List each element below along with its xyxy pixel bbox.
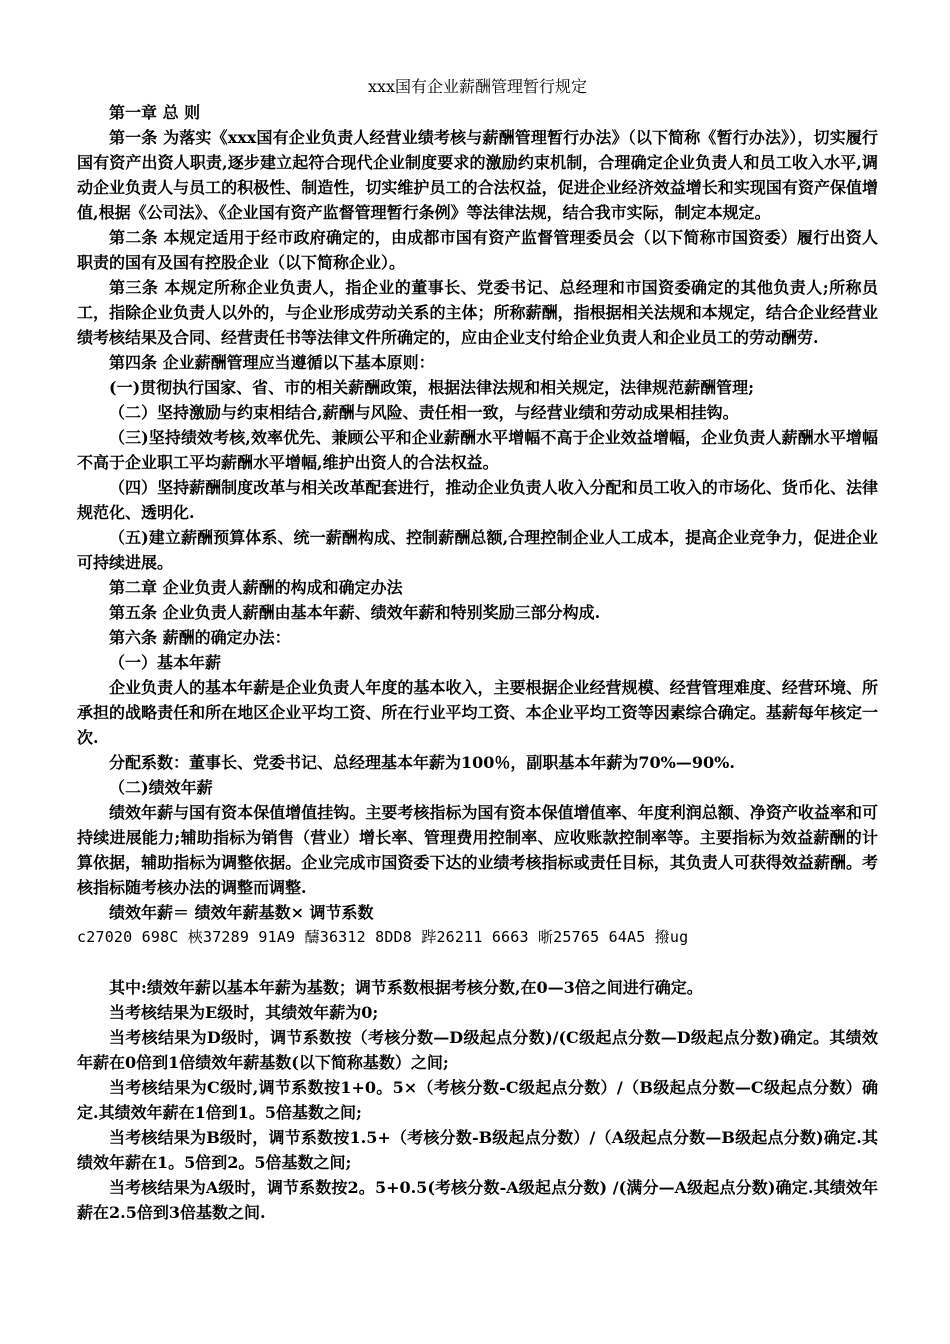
section-basic-salary: （一）基本年薪 (109, 653, 222, 672)
principle-4: （四）坚持薪酬制度改革与相关改革配套进行，推动企业负责人收入分配和员工收入的市场化、货币化、法律规范化、透明化. (77, 478, 878, 522)
chapter-heading-1: 第一章 总 则 (109, 103, 201, 122)
document-title: xxx国有企业薪酬管理暂行规定 (367, 77, 588, 96)
article-4: 第四条 企业薪酬管理应当遵循以下基本原则： (109, 353, 435, 372)
formula-note: 其中:绩效年薪以基本年薪为基数；调节系数根据考核分数,在0—3倍之间进行确定。 (109, 978, 703, 997)
principle-5: （五)建立薪酬预算体系、统一薪酬构成、控制薪酬总额,合理控制企业人工成本，提高企业竞争力，促进企业可持续进展。 (77, 528, 878, 572)
basic-salary-text: 企业负责人的基本年薪是企业负责人年度的基本收入，主要根据企业经营规模、经营管理难度、经营环境、所承担的战略责任和所在地区企业平均工资、所在行业平均工资、本企业平均工资等因素综合确定。基薪每年核定一次. (77, 678, 878, 747)
article-2: 第二条 本规定适用于经市政府确定的，由成都市国有资产监督管理委员会（以下简称市国资委）履行出资人职责的国有及国有控股企业（以下简称企业）。 (77, 228, 878, 272)
grade-e: 当考核结果为E级时，其绩效年薪为0; (109, 1003, 379, 1022)
performance-salary-text: 绩效年薪与国有资本保值增值挂钩。主要考核指标为国有资本保值增值率、年度利润总额、净资产收益率和可持续进展能力;辅助指标为销售（营业）增长率、管理费用控制率、应收账款控制率等。主要指标为效益薪酬的计算依据，辅助指标为调整依据。企业完成市国资委下达的业绩考核指标或责任目标，其负责人可获得效益薪酬。考核指标随考核办法的调整而调整. (77, 803, 878, 897)
principle-2: （二）坚持激励与约束相结合,薪酬与风险、责任相一致，与经营业绩和劳动成果相挂钩。 (109, 403, 739, 422)
article-1: 第一条 为落实《xxx国有企业负责人经营业绩考核与薪酬管理暂行办法》（以下简称《暂行办法》），切实履行国有资产出资人职责,逐步建立起符合现代企业制度要求的激励约束机制，合理确定企业负责人和员工收入水平,调动企业负责人与员工的积极性、制造性，切实维护员工的合法权益，促进企业经济效益增长和实现国有资产保值增值,根据《公司法》、《企业国有资产监督管理暂行条例》等法律法规，结合我市实际，制定本规定。 (77, 128, 878, 222)
chapter-heading-2: 第二章 企业负责人薪酬的构成和确定办法 (109, 578, 403, 597)
article-6: 第六条 薪酬的确定办法： (109, 628, 291, 647)
principle-1: (一)贯彻执行国家、省、市的相关薪酬政策，根据法律法规和相关规定，法律规范薪酬管理; (109, 378, 755, 397)
principle-3: （三)坚持绩效考核,效率优先、兼顾公平和企业薪酬水平增幅不高于企业效益增幅，企业负责人薪酬水平增幅不高于企业职工平均薪酬水平增幅,维护出资人的合法权益。 (77, 428, 878, 472)
article-3: 第三条 本规定所称企业负责人，指企业的董事长、党委书记、总经理和市国资委确定的其他负责人;所称员工，指除企业负责人以外的，与企业形成劳动关系的主体；所称薪酬，指根据相关法规和本规定，结合企业经营业绩考核结果及合同、经营责任书等法律文件所确定的，应由企业支付给企业负责人和企业员工的劳动酬劳. (77, 278, 878, 347)
grade-a: 当考核结果为A级时，调节系数按2。5+0.5(考核分数-A级起点分数) /(满分—A级起点分数)确定.其绩效年薪在2.5倍到3倍基数之间. (77, 1178, 878, 1222)
grade-c: 当考核结果为C级时,调节系数按1+0。5×（考核分数-C级起点分数）/（B级起点分数—C级起点分数）确定.其绩效年薪在1倍到1。5倍基数之间; (77, 1078, 878, 1122)
grade-b: 当考核结果为B级时，调节系数按1.5+（考核分数-B级起点分数）/（A级起点分数—B级起点分数)确定.其绩效年薪在1。5倍到2。5倍基数之间; (77, 1128, 878, 1172)
performance-formula: 绩效年薪＝ 绩效年薪基数× 调节系数 (109, 903, 374, 922)
section-performance-salary: （二)绩效年薪 (109, 778, 213, 797)
article-5: 第五条 企业负责人薪酬由基本年薪、绩效年薪和特别奖励三部分构成. (109, 603, 601, 622)
document-body (77, 74, 878, 1225)
garbled-code-line: c27020 698C 梜37289 91A9 醻36312 8DD8 跸26211 6663 晣25765 64A5 撥ug (77, 928, 689, 946)
grade-d: 当考核结果为D级时，调节系数按（考核分数—D级起点分数)/(C级起点分数—D级起点分数)确定。其绩效年薪在0倍到1倍绩效年薪基数(以下简称基数）之间; (77, 1028, 878, 1072)
allocation-coefficient: 分配系数：董事长、党委书记、总经理基本年薪为100％，副职基本年薪为70%—90%. (109, 753, 735, 772)
blank-line (77, 950, 878, 975)
